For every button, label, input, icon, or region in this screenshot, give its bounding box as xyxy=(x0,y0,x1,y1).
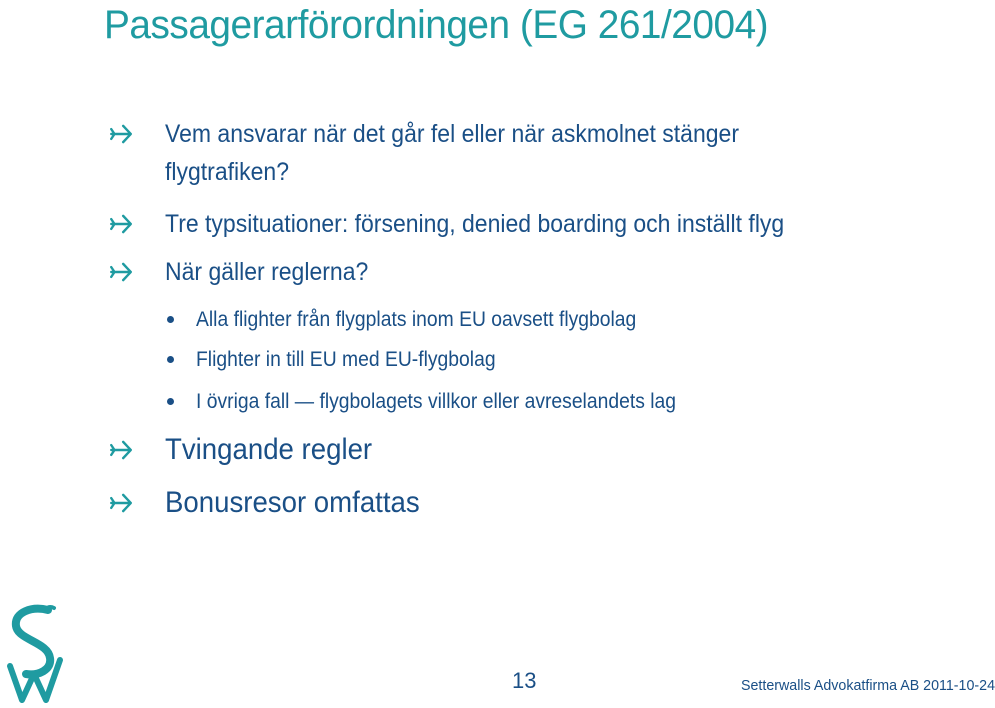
airplane-icon xyxy=(108,490,134,516)
bullet-bonusresor: Bonusresor omfattas xyxy=(165,486,420,519)
bullet-ansvar-line1: Vem ansvarar när det går fel eller när askmolnet stänger xyxy=(165,120,740,148)
sub-bullet-dot xyxy=(167,316,174,323)
airplane-icon xyxy=(108,259,134,285)
airplane-icon xyxy=(108,211,134,237)
slide-title: Passagerarförordningen (EG 261/2004) xyxy=(104,3,769,47)
sub-bullet-dot xyxy=(167,398,174,405)
sub-bullet-ovriga-fall: I övriga fall — flygbolagets villkor eller avreselandets lag xyxy=(196,390,677,413)
sub-bullet-eu-flygplats: Alla flighter från flygplats inom EU oavsett flygbolag xyxy=(196,308,637,331)
sub-bullet-dot xyxy=(167,356,174,363)
footer-text: Setterwalls Advokatfirma AB 2011-10-24 xyxy=(741,677,995,694)
sw-logo xyxy=(4,604,72,704)
bullet-ansvar-line2: flygtrafiken? xyxy=(165,158,290,186)
airplane-icon xyxy=(108,437,134,463)
bullet-reglerna: När gäller reglerna? xyxy=(165,258,369,286)
bullet-tvingande: Tvingande regler xyxy=(165,433,373,466)
sub-bullet-eu-flygbolag: Flighter in till EU med EU-flygbolag xyxy=(196,348,496,371)
airplane-icon xyxy=(108,121,134,147)
bullet-typsituationer: Tre typsituationer: försening, denied boarding och inställt flyg xyxy=(165,210,785,238)
page-number: 13 xyxy=(512,668,537,693)
